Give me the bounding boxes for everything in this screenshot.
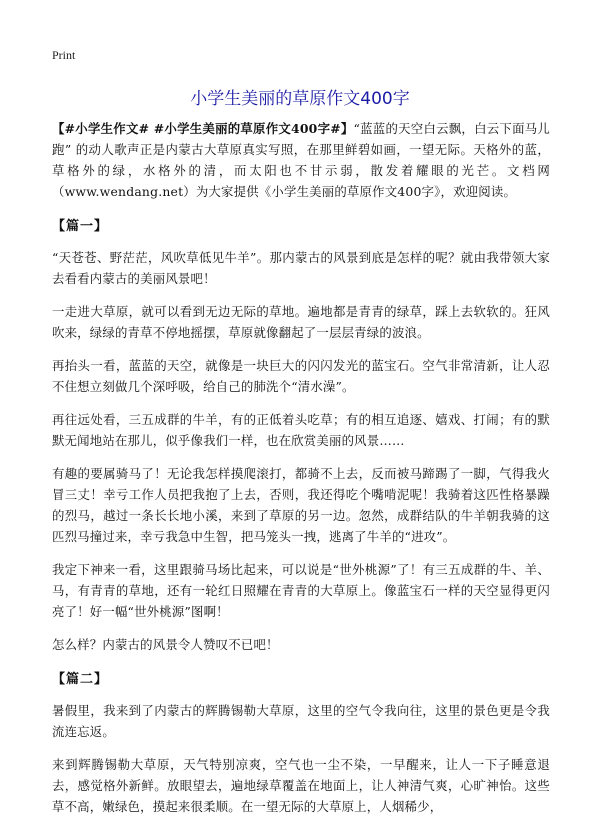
paragraph: 一走进大草原，就可以看到无边无际的草地。遍地都是青青的绿草，踩上去软软的。狂风吹来，绿绿的青草不停地摇摆，草原就像翻起了一层层青绿的波浪。 bbox=[52, 304, 550, 340]
paragraph: 我定下神来一看，这里跟骑马场比起来，可以说是“世外桃源”了！有三五成群的牛、羊、马，有青青的草地，还有一轮红日照耀在青青的大草原上。像蓝宝石一样的天空显得更闪亮了！好一幅“世外桃源”图啊！ bbox=[52, 562, 550, 619]
article-body bbox=[52, 118, 550, 829]
intro-paragraph bbox=[52, 118, 550, 202]
paragraph: 再往远处看，三五成群的牛羊，有的正低着头吃草；有的相互追逐、嬉戏、打闹；有的默默无闻地站在那儿，似乎像我们一样，也在欣赏美丽的风景…… bbox=[52, 412, 550, 448]
intro-text: “蓝蓝的天空白云飘，白云下面马儿跑” 的动人歌声正是内蒙古大草原真实写照，在那里鲜碧如画，一望无际。天格外的蓝，草格外的绿，水格外的清，而太阳也不甘示弱，散发着耀眼的光芒。文档网（www.wendang.net）为大家提供《小学生美丽的草原作文400字》，欢迎阅读。 bbox=[52, 121, 550, 199]
print-link[interactable]: Print bbox=[52, 48, 76, 62]
paragraph: 有趣的要属骑马了！无论我怎样摸爬滚打，都骑不上去，反而被马蹄踢了一脚，气得我火冒三丈！幸亏工作人员把我抱了上去，否则，我还得吃个嘴啃泥呢！我骑着这匹性格暴躁的烈马，越过一条长长地小溪，来到了草原的另一边。忽然，成群结队的牛羊朝我骑的这匹烈马撞过来，幸亏我急中生智，把马笼头一拽，逃离了牛羊的“进攻”。 bbox=[52, 466, 550, 544]
section-heading-2: 【篇二】 bbox=[52, 672, 109, 687]
intro-tags: 【#小学生作文# #小学生美丽的草原作文400字#】 bbox=[52, 121, 354, 136]
page-title: 小学生美丽的草原作文400字 bbox=[190, 89, 410, 109]
paragraph: “天苍苍、野茫茫，风吹草低见牛羊”。那内蒙古的风景到底是怎样的呢？就由我带领大家去看看内蒙古的美丽风景吧！ bbox=[52, 250, 550, 286]
paragraph: 暑假里，我来到了内蒙古的辉腾锡勒大草原，这里的空气令我向往，这里的景色更是令我流连忘返。 bbox=[52, 703, 550, 739]
paragraph: 再抬头一看，蓝蓝的天空，就像是一块巨大的闪闪发光的蓝宝石。空气非常清新，让人忍不住想立刻做几个深呼吸，给自己的肺洗个“清水澡”。 bbox=[52, 358, 550, 394]
paragraph: 怎么样？内蒙古的风景令人赞叹不已吧！ bbox=[52, 637, 279, 652]
paragraph: 来到辉腾锡勒大草原，天气特别凉爽，空气也一尘不染，一早醒来，让人一下子睡意退去，感觉格外新鲜。放眼望去，遍地绿草覆盖在地面上，让人神清气爽，心旷神怡。这些草不高，嫩绿色，摸起来很柔顺。在一望无际的大草原上，人烟稀少， bbox=[52, 757, 550, 814]
section-heading-1: 【篇一】 bbox=[52, 219, 109, 234]
